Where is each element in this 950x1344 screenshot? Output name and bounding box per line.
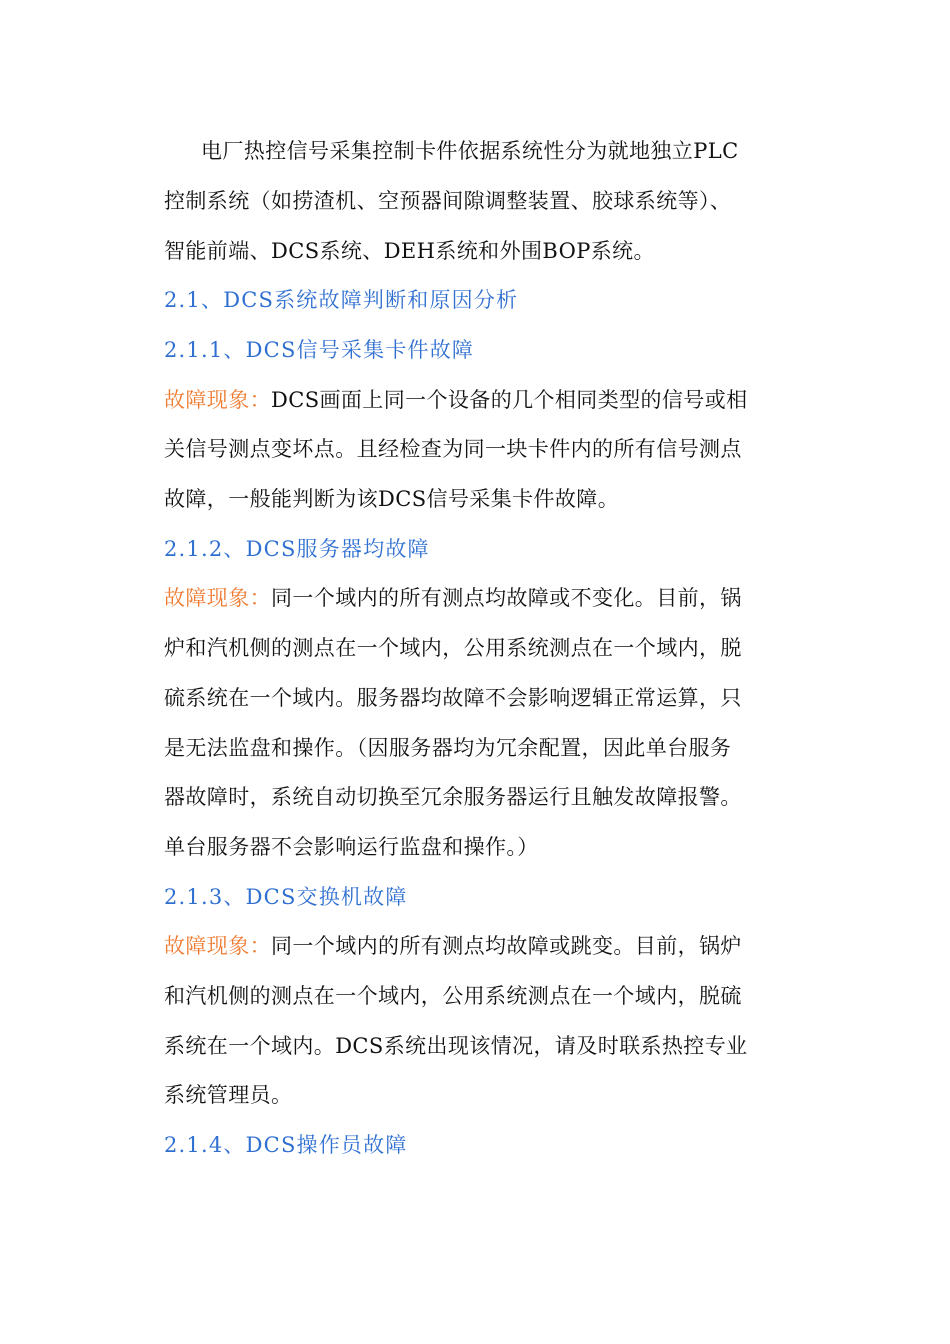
paragraph-2-1-3-line-3: 系统在一个域内。DCS系统出现该情况，请及时联系热控专业 — [164, 1034, 748, 1058]
section-heading-2-1-4: 2.1.4、DCS操作员故障 — [164, 1133, 408, 1157]
fault-symptom-label: 故障现象： — [164, 586, 271, 610]
intro-line-3: 智能前端、DCS系统、DEH系统和外围BOP系统。 — [164, 239, 655, 263]
paragraph-text: 同一个域内的所有测点均故障或跳变。目前，锅炉 — [271, 934, 742, 958]
section-heading-2-1: 2.1、DCS系统故障判断和原因分析 — [164, 288, 519, 312]
paragraph-2-1-3-line-4: 系统管理员。 — [164, 1083, 293, 1107]
fault-symptom-label: 故障现象： — [164, 934, 271, 958]
paragraph-2-1-2-line-6: 单台服务器不会影响运行监盘和操作。） — [164, 835, 539, 859]
paragraph-2-1-1-line-1 — [164, 380, 748, 420]
paragraph-2-1-1-line-3: 故障，一般能判断为该DCS信号采集卡件故障。 — [164, 487, 620, 511]
paragraph-text: DCS画面上同一个设备的几个相同类型的信号或相 — [271, 388, 748, 412]
intro-line-2: 控制系统（如捞渣机、空预器间隙调整装置、胶球系统等）、 — [164, 189, 732, 213]
paragraph-2-1-2-line-2: 炉和汽机侧的测点在一个域内，公用系统测点在一个域内，脱 — [164, 636, 742, 660]
section-heading-2-1-3: 2.1.3、DCS交换机故障 — [164, 885, 408, 909]
paragraph-2-1-3-line-2: 和汽机侧的测点在一个域内，公用系统测点在一个域内，脱硫 — [164, 984, 742, 1008]
paragraph-2-1-1-line-2: 关信号测点变坏点。且经检查为同一块卡件内的所有信号测点 — [164, 437, 742, 461]
section-heading-2-1-1: 2.1.1、DCS信号采集卡件故障 — [164, 338, 475, 362]
paragraph-2-1-3-line-1 — [164, 926, 742, 966]
paragraph-text: 同一个域内的所有测点均故障或不变化。目前，锅 — [271, 586, 742, 610]
intro-line-1: 电厂热控信号采集控制卡件依据系统性分为就地独立PLC — [201, 139, 739, 163]
paragraph-2-1-2-line-4: 是无法监盘和操作。（因服务器均为冗余配置，因此单台服务 — [164, 736, 732, 760]
section-heading-2-1-2: 2.1.2、DCS服务器均故障 — [164, 537, 430, 561]
paragraph-2-1-2-line-5: 器故障时，系统自动切换至冗余服务器运行且触发故障报警。 — [164, 785, 742, 809]
fault-symptom-label: 故障现象： — [164, 388, 271, 412]
paragraph-2-1-2-line-3: 硫系统在一个域内。服务器均故障不会影响逻辑正常运算，只 — [164, 686, 742, 710]
paragraph-2-1-2-line-1 — [164, 578, 742, 618]
